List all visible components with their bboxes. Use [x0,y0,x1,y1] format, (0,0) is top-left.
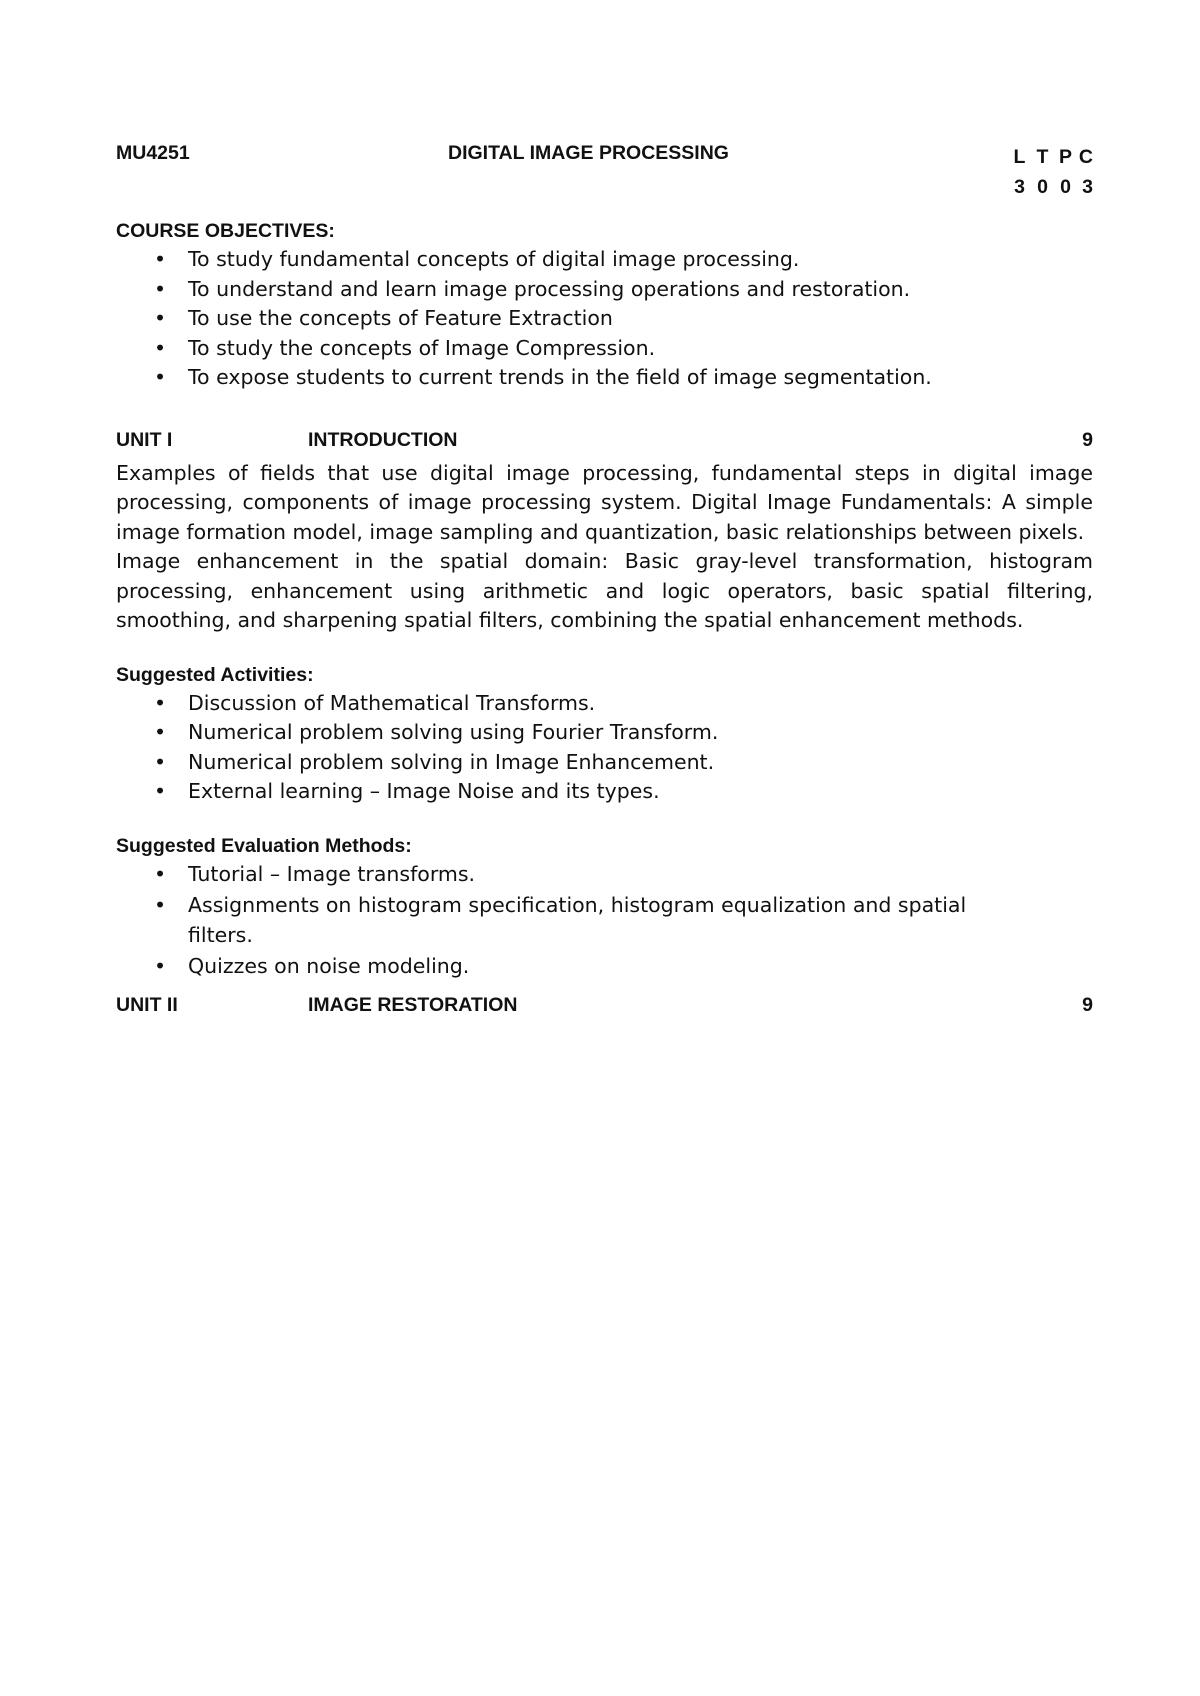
list-item [116,952,1093,982]
list-item-text: To study fundamental concepts of digital image processing. [188,247,800,271]
bullet-icon: • [154,247,167,271]
unit-title: INTRODUCTION [308,428,458,451]
list-item [116,363,1093,393]
course-header [116,142,1093,198]
objectives-list [116,245,1093,393]
ltpc-value: 3 [1014,176,1025,198]
list-item-text: Assignments on histogram specification, histogram equalization and spatial filters. [188,893,967,947]
list-item [116,334,1093,364]
course-title: DIGITAL IMAGE PROCESSING [448,142,729,164]
evaluation-list [116,860,1093,982]
unit-1-description [116,459,1093,636]
activities-list [116,689,1093,807]
unit-hours: 9 [1082,428,1093,451]
syllabus-content [116,142,1093,1024]
bullet-icon: • [154,690,167,715]
ltpc-value: 0 [1037,176,1048,198]
list-item [116,889,1093,952]
bullet-icon: • [154,276,167,301]
list-item-text: To expose students to current trends in the field of image segmentation. [188,365,932,389]
list-item [116,860,1093,890]
bullet-icon: • [154,954,167,978]
unit-label: UNIT I [116,428,173,451]
evaluation-heading: Suggested Evaluation Methods: [116,834,412,857]
bullet-icon: • [154,335,167,360]
activities-heading: Suggested Activities: [116,663,314,686]
bullet-icon: • [154,749,167,774]
list-item [116,689,1093,719]
bullet-icon: • [154,893,167,917]
unit-2-header [116,994,1093,1024]
list-item-text: Numerical problem solving in Image Enhancement. [188,749,715,774]
course-code: MU4251 [116,142,190,164]
ltpc-label: L [1013,146,1026,168]
unit-hours: 9 [1082,993,1093,1016]
paragraph: Image enhancement in the spatial domain: Basic gray-level transformation, histogram processing, enhancement using arithmetic and logic operators, basic spatial filtering, smoothing, and sharpening spatial filters, combining the spatial enhancement methods. [116,549,1093,632]
list-item-text: Discussion of Mathematical Transforms. [188,690,596,715]
unit-label: UNIT II [116,993,178,1016]
list-item [116,718,1093,748]
list-item [116,275,1093,305]
list-item-text: Quizzes on noise modeling. [188,954,470,978]
list-item-text: To use the concepts of Feature Extraction [188,306,613,330]
list-item [116,748,1093,778]
ltpc-values [1008,172,1093,202]
list-item-text: To study the concepts of Image Compression. [188,335,656,360]
ltpc-label: T [1036,146,1049,168]
ltpc-value: 3 [1082,176,1093,198]
list-item-text: External learning – Image Noise and its types. [188,779,660,803]
paragraph: Examples of fields that use digital image processing, fundamental steps in digital image processing, components of image processing system. Digital Image Fundamentals: A simple image formation model, image sampling and quantization, basic relationships between pixels. [116,460,1093,544]
bullet-icon: • [154,306,167,330]
ltpc-label: C [1078,146,1093,168]
ltpc-label: P [1058,146,1072,168]
list-item [116,245,1093,275]
bullet-icon: • [154,779,167,803]
list-item-text: Tutorial – Image transforms. [188,861,476,886]
ltpc-value: 0 [1060,176,1071,198]
list-item [116,304,1093,334]
bullet-icon: • [154,720,167,744]
bullet-icon: • [154,861,167,886]
list-item [116,777,1093,807]
bullet-icon: • [154,365,167,389]
ltpc-block [1008,142,1093,202]
unit-title: IMAGE RESTORATION [308,993,518,1016]
objectives-heading: COURSE OBJECTIVES: [116,220,335,242]
list-item-text: To understand and learn image processing operations and restoration. [188,276,911,301]
list-item-text: Numerical problem solving using Fourier Transform. [188,720,719,744]
unit-1-header [116,429,1093,459]
ltpc-labels [1008,142,1093,172]
